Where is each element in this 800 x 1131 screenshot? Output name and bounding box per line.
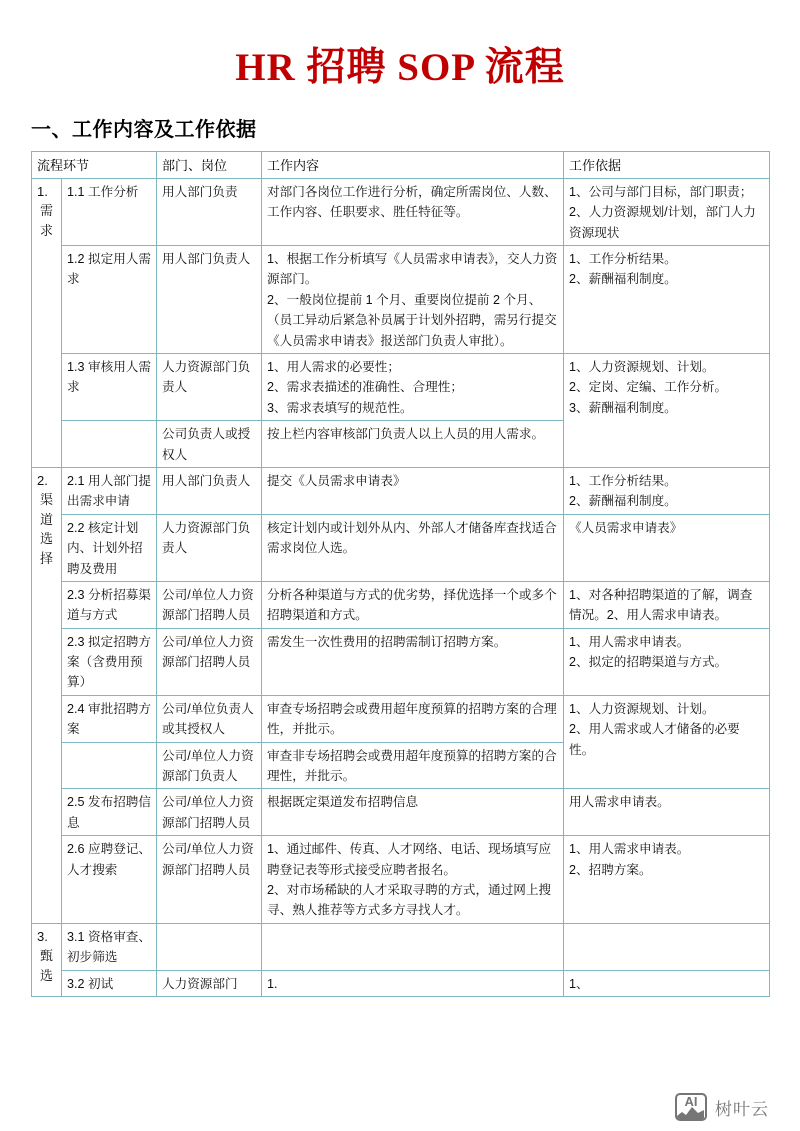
- stage-label-cell: [32, 923, 62, 996]
- cell-work-text: 需发生一次性费用的招聘需制订招聘方案。: [267, 634, 507, 649]
- cell-step-text: 2.5 发布招聘信息: [67, 795, 151, 830]
- cell-step: [62, 628, 157, 695]
- column-header-basis: 工作依据: [564, 151, 770, 178]
- cell-work-text: 对部门各岗位工作进行分析，确定所需岗位、人数、工作内容、任职要求、胜任特征等。: [267, 184, 557, 220]
- cell-basis: [564, 581, 770, 628]
- cell-step: [62, 467, 157, 514]
- cell-dept-text: 公司/单位人力资源部门招聘人员: [162, 587, 254, 623]
- cell-dept-text: 公司/单位负责人或其授权人: [162, 701, 254, 737]
- cell-dept: [157, 742, 262, 789]
- cell-step: [62, 695, 157, 742]
- column-header-stage: 流程环节: [32, 151, 157, 178]
- cell-step-text: 3.1 资格审查、初步筛选: [67, 929, 151, 965]
- ai-image-icon: [675, 1093, 707, 1121]
- cell-dept-text: 人力资源部门: [162, 976, 238, 991]
- cell-dept: [157, 628, 262, 695]
- table-header: [32, 151, 770, 178]
- cell-step: [62, 354, 157, 421]
- cell-basis: [564, 695, 770, 789]
- cell-basis: [564, 467, 770, 514]
- cell-basis: [564, 178, 770, 245]
- cell-dept: [157, 970, 262, 996]
- cell-work: [262, 178, 564, 245]
- cell-work-text: 审查非专场招聘会或费用超年度预算的招聘方案的合理性，并批示。: [267, 748, 557, 784]
- cell-basis: [564, 789, 770, 836]
- section-heading: 一、工作内容及工作依据: [31, 118, 257, 141]
- stage-name: 渠道选择: [40, 492, 54, 566]
- cell-step-text: 2.4 审批招聘方案: [67, 701, 151, 737]
- cell-dept: [157, 581, 262, 628]
- table-header-row: [32, 151, 770, 178]
- ai-logo-label: AI: [684, 1094, 698, 1109]
- cell-step-text: 1.1 工作分析: [67, 184, 139, 199]
- cell-step: [62, 178, 157, 245]
- cell-dept: [157, 354, 262, 421]
- cell-dept-text: 人力资源部门负责人: [162, 360, 251, 395]
- cell-work: [262, 467, 564, 514]
- cell-step-text: 1.2 拟定用人需求: [67, 252, 151, 287]
- cell-dept-text: 公司/单位人力资源部门负责人: [162, 748, 254, 784]
- table-row: [32, 695, 770, 742]
- cell-basis-text: 1、: [569, 976, 589, 991]
- table-row: [32, 514, 770, 581]
- table-row: [32, 836, 770, 924]
- cell-step: [62, 836, 157, 924]
- cell-dept: [157, 695, 262, 742]
- stage-label-cell: [32, 467, 62, 923]
- watermark-text: 树叶云: [715, 1099, 769, 1119]
- cell-work: [262, 742, 564, 789]
- cell-step-text: 2.1 用人部门提出需求申请: [67, 473, 151, 509]
- table-row: [32, 354, 770, 421]
- stage-name: 甄选: [40, 948, 54, 983]
- cell-dept-text: 公司负责人或授权人: [162, 427, 251, 462]
- cell-dept: [157, 246, 262, 354]
- cell-work-text: 按上栏内容审核部门负责人以上人员的用人需求。: [267, 427, 545, 442]
- cell-work: [262, 581, 564, 628]
- cell-basis: [564, 970, 770, 996]
- cell-work-text: 核定计划内或计划外从内、外部人才储备库查找适合需求岗位人选。: [267, 520, 557, 556]
- stage-name: 需求: [40, 203, 54, 238]
- cell-basis: [564, 246, 770, 354]
- cell-work-text: 提交《人员需求申请表》: [267, 473, 406, 488]
- cell-dept: [157, 421, 262, 468]
- cell-work: [262, 246, 564, 354]
- cell-work: [262, 836, 564, 924]
- cell-dept-text: 公司/单位人力资源部门招聘人员: [162, 842, 254, 877]
- table-row: [32, 467, 770, 514]
- cell-dept: [157, 514, 262, 581]
- table-row: [32, 970, 770, 996]
- cell-step: [62, 742, 157, 789]
- table-row: [32, 178, 770, 245]
- stage-index: 1.: [37, 183, 48, 199]
- cell-step: [62, 789, 157, 836]
- cell-step: [62, 514, 157, 581]
- cell-step: [62, 970, 157, 996]
- cell-basis-text: 用人需求申请表。: [569, 795, 670, 810]
- cell-step: [62, 923, 157, 970]
- cell-step-text: 2.6 应聘登记、人才搜索: [67, 842, 151, 877]
- table-body: [32, 178, 770, 996]
- watermark: [675, 1093, 769, 1121]
- cell-dept-text: 公司/单位人力资源部门招聘人员: [162, 634, 254, 670]
- table-row: [32, 581, 770, 628]
- stage-label-cell: [32, 178, 62, 467]
- cell-basis: [564, 514, 770, 581]
- cell-work: [262, 789, 564, 836]
- cell-work-text: 1.: [267, 976, 278, 991]
- column-header-work: 工作内容: [262, 151, 564, 178]
- column-header-dept: 部门、岗位: [157, 151, 262, 178]
- page-title: HR 招聘 SOP 流程: [235, 46, 565, 89]
- sop-table: [31, 151, 770, 997]
- cell-step: [62, 246, 157, 354]
- table-row: [32, 923, 770, 970]
- cell-work: [262, 628, 564, 695]
- cell-work-text: 1、用人需求的必要性； 2、需求表描述的准确性、合理性； 3、需求表填写的规范性。: [267, 360, 463, 415]
- cell-basis-text: 1、用人需求申请表。 2、招聘方案。: [569, 842, 690, 877]
- cell-work: [262, 923, 564, 970]
- table-row: [32, 628, 770, 695]
- cell-dept-text: 用人部门负责人: [162, 252, 251, 267]
- cell-work: [262, 514, 564, 581]
- cell-dept: [157, 789, 262, 836]
- cell-step-text: 2.2 核定计划内、计划外招聘及费用: [67, 520, 143, 576]
- cell-basis: [564, 836, 770, 924]
- stage-index: 3.: [37, 928, 48, 944]
- cell-dept-text: 用人部门负责: [162, 184, 238, 199]
- stage-index: 2.: [37, 472, 48, 488]
- cell-basis-text: 1、工作分析结果。 2、薪酬福利制度。: [569, 252, 677, 287]
- cell-step: [62, 581, 157, 628]
- cell-dept: [157, 467, 262, 514]
- cell-dept: [157, 836, 262, 924]
- cell-dept-text: 用人部门负责人: [162, 473, 251, 488]
- cell-dept: [157, 923, 262, 970]
- cell-step-text: 2.3 分析招募渠道与方式: [67, 587, 151, 623]
- cell-work-text: 根据既定渠道发布招聘信息: [267, 795, 419, 810]
- cell-work: [262, 354, 564, 421]
- cell-basis-text: 1、人力资源规划、计划。 2、定岗、定编、工作分析。 3、薪酬福利制度。: [569, 360, 728, 415]
- cell-basis-text: 1、用人需求申请表。 2、拟定的招聘渠道与方式。: [569, 634, 728, 670]
- cell-basis-text: 1、工作分析结果。 2、薪酬福利制度。: [569, 473, 677, 509]
- table-row: [32, 246, 770, 354]
- cell-work-text: 分析各种渠道与方式的优劣势，择优选择一个或多个招聘渠道和方式。: [267, 587, 557, 623]
- cell-dept: [157, 178, 262, 245]
- cell-step-text: 3.2 初试: [67, 976, 114, 991]
- table-row: [32, 789, 770, 836]
- cell-dept-text: 公司/单位人力资源部门招聘人员: [162, 795, 254, 830]
- cell-basis: [564, 628, 770, 695]
- cell-step: [62, 421, 157, 468]
- cell-step-text: 1.3 审核用人需求: [67, 360, 151, 395]
- cell-basis-text: 1、公司与部门目标，部门职责； 2、人力资源规划/计划，部门人力资源现状: [569, 184, 756, 240]
- cell-work-text: 1、通过邮件、传真、人才网络、电话、现场填写应聘登记表等形式接受应聘者报名。 2、对市场稀缺的人才采取寻聘的方式，通过网上搜寻、熟人推荐等方式多方寻找人才。: [267, 842, 552, 918]
- cell-basis-text: 《人员需求申请表》: [569, 520, 683, 535]
- cell-basis: [564, 354, 770, 468]
- cell-step-text: 2.3 拟定招聘方案（含费用预算）: [67, 634, 151, 690]
- cell-work: [262, 695, 564, 742]
- cell-work-text: 1、根据工作分析填写《人员需求申请表》，交人力资源部门。 2、一般岗位提前 1 个月、重要岗位提前 2 个月、（员工异动后紧急补员属于计划外招聘，需另行提交《人员需求申请表》报送部门负责人审批）。: [267, 252, 558, 348]
- cell-basis-text: 1、对各种招聘渠道的了解，调查情况。2、用人需求申请表。: [569, 587, 753, 623]
- cell-work-text: 审查专场招聘会或费用超年度预算的招聘方案的合理性，并批示。: [267, 701, 557, 737]
- cell-basis: [564, 923, 770, 970]
- cell-work: [262, 970, 564, 996]
- cell-work: [262, 421, 564, 468]
- cell-basis-text: 1、人力资源规划、计划。 2、用人需求或人才储备的必要性。: [569, 701, 740, 757]
- cell-dept-text: 人力资源部门负责人: [162, 520, 251, 556]
